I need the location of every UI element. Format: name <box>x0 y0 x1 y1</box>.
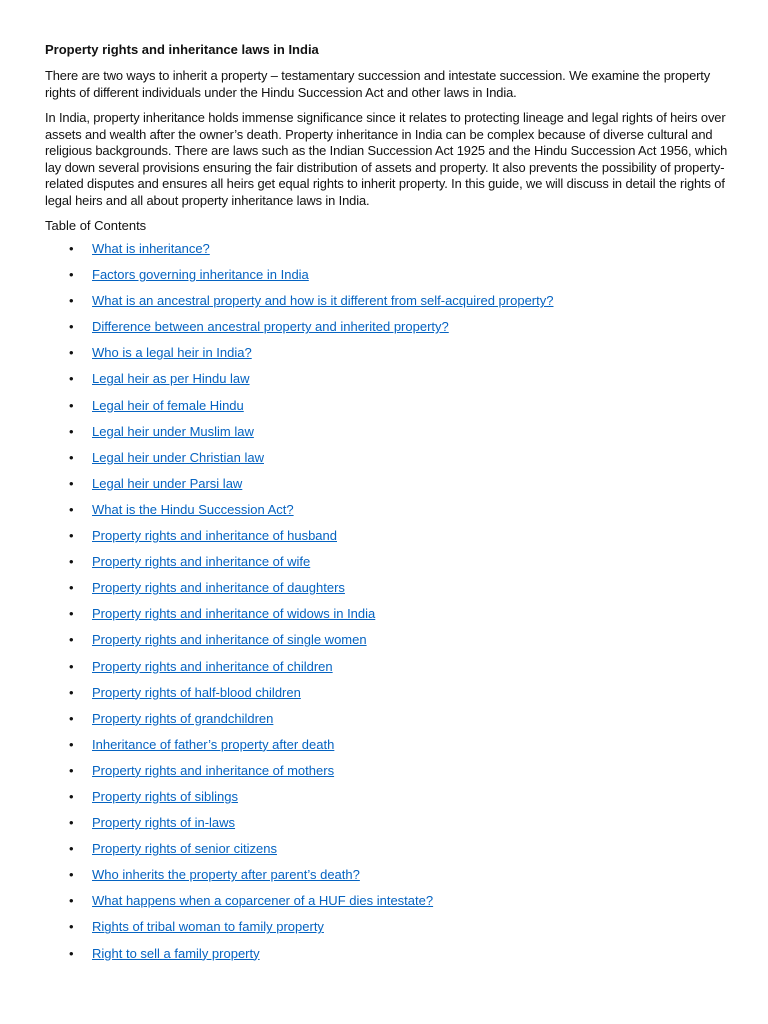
toc-link[interactable]: Inheritance of father’s property after death <box>92 736 335 752</box>
bullet-icon: • <box>69 475 74 491</box>
bullet-icon: • <box>69 606 74 622</box>
toc-list-item <box>45 450 732 476</box>
toc-list-item <box>45 241 732 267</box>
toc-list-item <box>45 476 732 502</box>
document-title: Property rights and inheritance laws in India <box>45 42 319 57</box>
toc-link[interactable]: What happens when a coparcener of a HUF dies intestate? <box>92 893 434 909</box>
toc-link[interactable]: Property rights of siblings <box>92 788 238 804</box>
toc-list-item <box>45 893 732 919</box>
bullet-icon: • <box>69 319 74 335</box>
toc-link[interactable]: Property rights and inheritance of widows in India <box>92 606 376 622</box>
table-of-contents <box>45 241 732 972</box>
bullet-icon: • <box>69 710 74 726</box>
toc-link[interactable]: Who is a legal heir in India? <box>92 345 252 361</box>
bullet-icon: • <box>69 945 74 961</box>
toc-link[interactable]: Property rights and inheritance of wife <box>92 554 311 570</box>
toc-list-item <box>45 502 732 528</box>
toc-link[interactable]: What is the Hindu Succession Act? <box>92 501 294 517</box>
toc-link[interactable]: Factors governing inheritance in India <box>92 267 309 283</box>
bullet-icon: • <box>69 267 74 283</box>
toc-link[interactable]: Property rights of half-blood children <box>92 684 301 700</box>
toc-link[interactable]: Right to sell a family property <box>92 945 260 961</box>
bullet-icon: • <box>69 371 74 387</box>
toc-list-item <box>45 606 732 632</box>
bullet-icon: • <box>69 684 74 700</box>
toc-list-item <box>45 867 732 893</box>
bullet-icon: • <box>69 449 74 465</box>
toc-list-item <box>45 659 732 685</box>
toc-link[interactable]: Legal heir as per Hindu law <box>92 371 250 387</box>
intro-paragraph: There are two ways to inherit a property – testamentary succession and intestate succession. We examine the property rights of different individuals under the Hindu Succession Act and other laws in India. <box>45 68 711 100</box>
toc-list-item <box>45 841 732 867</box>
bullet-icon: • <box>69 841 74 857</box>
toc-list-item <box>45 293 732 319</box>
bullet-icon: • <box>69 293 74 309</box>
toc-list-item <box>45 919 732 945</box>
toc-link[interactable]: Legal heir under Parsi law <box>92 475 243 491</box>
toc-list-item <box>45 398 732 424</box>
toc-link[interactable]: What is inheritance? <box>92 241 210 256</box>
toc-list-item <box>45 267 732 293</box>
toc-list-item <box>45 946 732 972</box>
bullet-icon: • <box>69 893 74 909</box>
toc-list-item <box>45 737 732 763</box>
toc-link[interactable]: Legal heir under Muslim law <box>92 423 254 439</box>
bullet-icon: • <box>69 658 74 674</box>
toc-list-item <box>45 789 732 815</box>
bullet-icon: • <box>69 736 74 752</box>
toc-list-item <box>45 685 732 711</box>
toc-list-item <box>45 424 732 450</box>
toc-list-item <box>45 345 732 371</box>
bullet-icon: • <box>69 345 74 361</box>
toc-link[interactable]: Property rights of in-laws <box>92 815 236 831</box>
toc-list-item <box>45 711 732 737</box>
bullet-icon: • <box>69 241 74 256</box>
toc-link[interactable]: Property rights and inheritance of daughters <box>92 580 345 596</box>
toc-link[interactable]: Property rights and inheritance of children <box>92 658 333 674</box>
toc-link[interactable]: Who inherits the property after parent’s death? <box>92 867 360 883</box>
bullet-icon: • <box>69 501 74 517</box>
bullet-icon: • <box>69 397 74 413</box>
bullet-icon: • <box>69 919 74 935</box>
toc-list-item <box>45 763 732 789</box>
toc-list-item <box>45 632 732 658</box>
bullet-icon: • <box>69 554 74 570</box>
toc-link[interactable]: Property rights and inheritance of mothers <box>92 762 335 778</box>
toc-list-item <box>45 371 732 397</box>
toc-link[interactable]: Difference between ancestral property and inherited property? <box>92 319 449 335</box>
bullet-icon: • <box>69 867 74 883</box>
toc-link[interactable]: Property rights and inheritance of single women <box>92 632 367 648</box>
toc-link[interactable]: What is an ancestral property and how is it different from self-acquired property? <box>92 293 554 309</box>
toc-link[interactable]: Property rights of grandchildren <box>92 710 274 726</box>
bullet-icon: • <box>69 528 74 544</box>
bullet-icon: • <box>69 580 74 596</box>
toc-link[interactable]: Rights of tribal woman to family property <box>92 919 324 935</box>
bullet-icon: • <box>69 632 74 648</box>
toc-link[interactable]: Legal heir under Christian law <box>92 449 264 465</box>
toc-link[interactable]: Property rights of senior citizens <box>92 841 277 857</box>
toc-heading: Table of Contents <box>45 218 147 233</box>
toc-list-item <box>45 580 732 606</box>
toc-list-item <box>45 319 732 345</box>
toc-list-item <box>45 815 732 841</box>
bullet-icon: • <box>69 815 74 831</box>
toc-list-item <box>45 528 732 554</box>
toc-link[interactable]: Legal heir of female Hindu <box>92 397 244 413</box>
bullet-icon: • <box>69 762 74 778</box>
toc-list-item <box>45 554 732 580</box>
body-paragraph: In India, property inheritance holds immense significance since it relates to protecting lineage and legal rights of heirs over assets and wealth after the owner’s death. Property inheritance in India can be complex because of diverse cultural and religious backgrounds. There are laws such as the Indian Succession Act 1925 and the Hindu Succession Act 1956, which lay down several provisions ensuring the fair distribution of assets and property. It also prevents the possibility of property-related disputes and ensures all heirs get equal rights to inherit property. In this guide, we will discuss in detail the rights of legal heirs and all about property inheritance laws in India. <box>45 110 728 208</box>
bullet-icon: • <box>69 788 74 804</box>
bullet-icon: • <box>69 423 74 439</box>
toc-link[interactable]: Property rights and inheritance of husband <box>92 528 337 544</box>
